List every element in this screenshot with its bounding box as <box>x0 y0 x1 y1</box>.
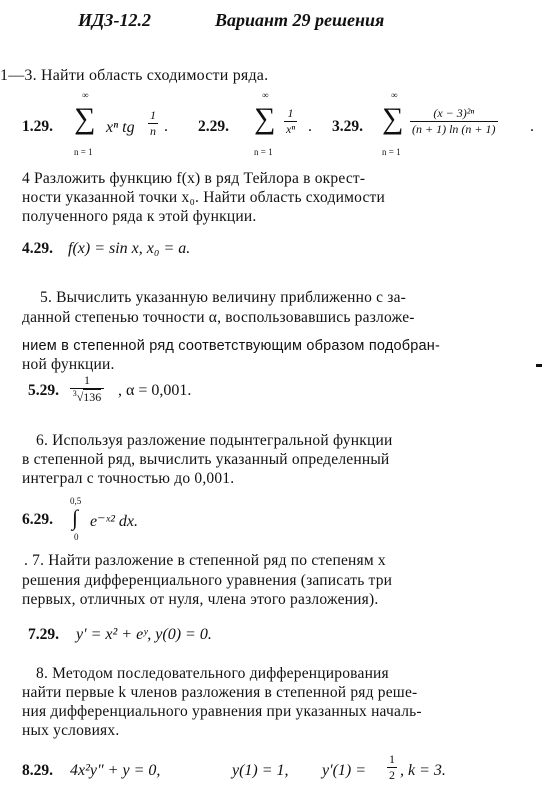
s7-line-1: . 7. Найти разложение в степенной ряд по степеням x <box>24 552 386 569</box>
s8-line-4: ных условиях. <box>22 722 120 739</box>
p3-frac-den: (n + 1) ln (n + 1) <box>412 122 496 136</box>
s8-line-3: ния дифференциального уравнения при указанных началь- <box>22 703 422 720</box>
p1-end: . <box>164 118 168 135</box>
p3-sum-upper: ∞ <box>391 90 398 100</box>
section-1-3-title: 1—3. Найти область сходимости ряда. <box>0 67 269 84</box>
problem-2-29-number: 2.29. <box>198 118 229 135</box>
p1-term: xⁿ tg <box>106 119 135 136</box>
s5-line-3: нием в степенной ряд соответствующим образом подобран- <box>22 338 441 354</box>
p1-sum-lower: n = 1 <box>74 147 93 157</box>
problem-8-29-condition-2: y′(1) = <box>322 762 367 779</box>
variant-title: Вариант 29 решения <box>215 10 385 30</box>
p2-sum-upper: ∞ <box>262 90 269 100</box>
p5-fraction <box>70 373 104 405</box>
p1-sum-upper: ∞ <box>82 90 89 100</box>
s4-line-1: 4 Разложить функцию f(x) в ряд Тейлора в окрест- <box>22 170 366 187</box>
s7-line-3: первых, отличных от нуля, члена этого разложения). <box>22 591 379 608</box>
p6-upper-limit: 0,5 <box>70 496 82 506</box>
p8-frac-den: 2 <box>389 768 395 782</box>
s6-line-3: интеграл с точностью до 0,001. <box>22 470 235 487</box>
p3-frac-num: (x − 3)²ⁿ <box>410 106 498 122</box>
s6-line-1: 6. Используя разложение подынтегральной функции <box>36 432 393 449</box>
p1-frac-den: n <box>150 124 156 138</box>
problem-6-29-expr: e⁻ˣ² dx. <box>90 513 138 530</box>
p3-fraction <box>410 106 498 137</box>
s4-line-3: полученного ряда к этой функции. <box>22 208 257 225</box>
problem-4-29-expr: f(x) = sin x, x₀ = a. <box>68 240 191 257</box>
problem-8-29-number: 8.29. <box>22 762 53 779</box>
problem-4-29-number: 4.29. <box>22 240 53 257</box>
p3-end: . <box>530 118 534 135</box>
s6-line-2: в степенной ряд, вычислить указанный определенный <box>22 451 390 468</box>
p6-lower-limit: 0 <box>74 532 79 542</box>
p3-sum-lower: n = 1 <box>382 147 401 157</box>
problem-8-29-equation: 4x²y″ + y = 0, <box>70 762 161 779</box>
problem-5-29-expr: , α = 0,001. <box>118 382 192 399</box>
p8-fraction <box>387 752 397 783</box>
s5-line-4: ной функции. <box>22 356 115 373</box>
p1-sigma-icon: ∑ <box>74 102 96 135</box>
p5-frac-num: 1 <box>70 373 104 389</box>
s7-line-2: решения дифференциального уравнения (записать три <box>22 572 393 589</box>
s5-line-2: данной степенью точности α, воспользовавшись разложе- <box>22 309 415 326</box>
p8-frac-num: 1 <box>389 752 395 766</box>
p1-fraction <box>148 108 158 139</box>
problem-8-29-condition-1: y(1) = 1, <box>232 762 289 779</box>
problem-6-29-number: 6.29. <box>22 511 53 528</box>
s5-line-1: 5. Вычислить указанную величину приближенно с за- <box>40 289 407 306</box>
p5-root-index: 3 <box>72 389 77 398</box>
p2-frac-num: 1 <box>284 106 297 122</box>
p2-fraction <box>284 106 297 137</box>
problem-8-29-k: , k = 3. <box>400 762 446 779</box>
p1-frac-num: 1 <box>150 108 156 122</box>
problem-1-29-number: 1.29. <box>22 118 53 135</box>
p5-radicand: 136 <box>83 390 102 404</box>
problem-5-29-number: 5.29. <box>28 382 59 399</box>
s8-line-2: найти первые k членов разложения в степенной ряд реше- <box>22 684 418 701</box>
assignment-code: ИДЗ-12.2 <box>78 10 151 30</box>
p2-sigma-icon: ∑ <box>254 102 276 135</box>
problem-7-29-expr: y′ = x² + eʸ, y(0) = 0. <box>76 626 212 643</box>
p3-sigma-icon: ∑ <box>382 102 404 135</box>
p2-end: . <box>308 118 312 135</box>
integral-icon: ∫ <box>72 505 79 530</box>
s8-line-1: 8. Методом последовательного дифференцирования <box>36 665 389 682</box>
s4-line-2: ности указанной точки x₀. Найти область сходимости <box>22 189 385 206</box>
margin-mark <box>536 364 542 367</box>
p2-sum-lower: n = 1 <box>254 147 273 157</box>
problem-7-29-number: 7.29. <box>28 626 59 643</box>
p2-frac-den: xⁿ <box>286 122 296 136</box>
p5-frac-den: $^3$√136 <box>72 389 102 404</box>
problem-3-29-number: 3.29. <box>332 118 363 135</box>
